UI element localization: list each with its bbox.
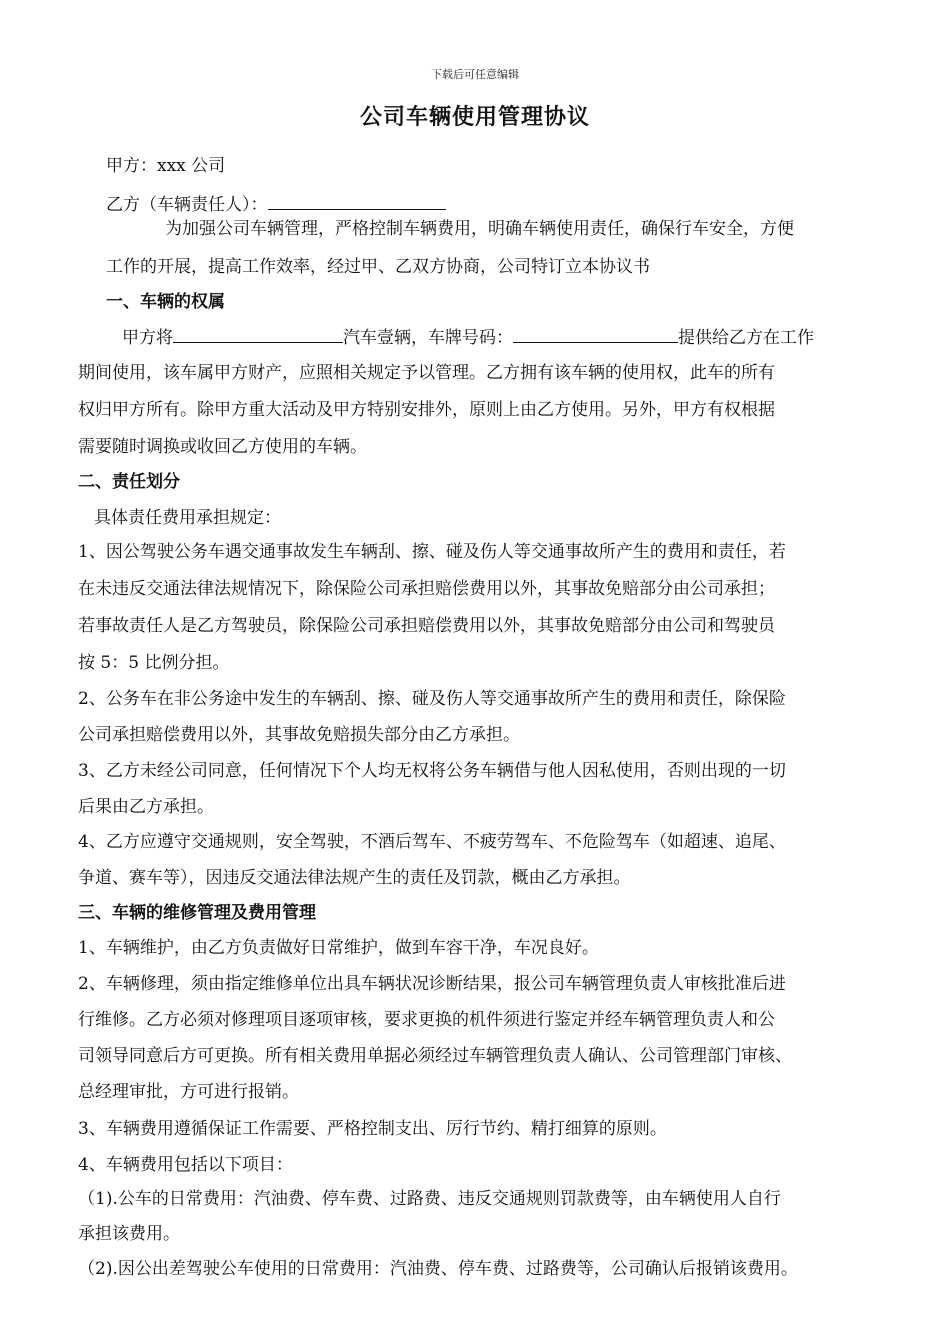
section-heading: 三、车辆的维修管理及费用管理: [78, 903, 316, 923]
body-line: 公司承担赔偿费用以外，其事故免赔损失部分由乙方承担。: [78, 725, 520, 745]
document-title: 公司车辆使用管理协议: [359, 105, 590, 130]
body-line: 总经理审批，方可进行报销。: [78, 1082, 299, 1102]
body-line: 1、车辆维护，由乙方负责做好日常维护，做到车容干净，车况良好。: [78, 938, 599, 958]
body-line: 按 5：5 比例分担。: [78, 653, 230, 673]
body-line: 行维修。乙方必须对修理项目逐项审核，要求更换的机件须进行鉴定并经车辆管理负责人和公: [78, 1010, 775, 1030]
s1-text: 提供给乙方在工作: [678, 328, 814, 348]
body-line: 2、公务车在非公务途中发生的车辆刮、擦、碰及伤人等交通事故所产生的费用和责任，除保险: [78, 689, 786, 709]
intro-line: 为加强公司车辆管理，严格控制车辆费用，明确车辆使用责任，确保行车安全，方便: [165, 219, 794, 239]
section-heading: 一、车辆的权属: [106, 292, 225, 312]
body-line: 3、乙方未经公司同意，任何情况下个人均无权将公务车辆借与他人因私使用，否则出现的一切: [78, 761, 786, 781]
body-line: 若事故责任人是乙方驾驶员，除保险公司承担赔偿费用以外，其事故免赔部分由公司和驾驶员: [78, 616, 775, 636]
body-line: 具体责任费用承担规定：: [94, 508, 281, 528]
body-line: 后果由乙方承担。: [78, 797, 214, 817]
body-line: 期间使用，该车属甲方财产，应照相关规定予以管理。乙方拥有该车辆的使用权，此车的所有: [78, 363, 775, 383]
party-b-line: [106, 191, 446, 217]
header-note: 下载后可任意编辑: [431, 68, 519, 81]
party-a: 甲方：xxx 公司: [106, 156, 226, 176]
body-line: 3、车辆费用遵循保证工作需要、严格控制支出、厉行节约、精打细算的原则。: [78, 1119, 667, 1139]
party-b-label: 乙方（车辆责任人）：: [106, 195, 268, 215]
body-line: （1).公车的日常费用：汽油费、停车费、过路费、违反交通规则罚款费等，由车辆使用人自行: [78, 1189, 781, 1209]
body-line: 争道、赛车等），因违反交通法律法规产生的责任及罚款，概由乙方承担。: [78, 868, 631, 888]
section-heading: 二、责任划分: [78, 472, 180, 492]
s1-text: 甲方将: [122, 328, 173, 348]
body-line: 承担该费用。: [78, 1224, 180, 1244]
body-line: 需要随时调换或收回乙方使用的车辆。: [78, 437, 367, 457]
body-line: 司领导同意后方可更换。所有相关费用单据必须经过车辆管理负责人确认、公司管理部门审核、: [78, 1046, 792, 1066]
vehicle-blank: [173, 324, 343, 343]
body-line: 1、因公驾驶公务车遇交通事故发生车辆刮、擦、碰及伤人等交通事故所产生的费用和责任，若: [78, 542, 786, 562]
body-line: 权归甲方所有。除甲方重大活动及甲方特别安排外，原则上由乙方使用。另外，甲方有权根据: [78, 400, 775, 420]
plate-blank: [513, 324, 678, 343]
body-line: 2、车辆修理，须由指定维修单位出具车辆状况诊断结果，报公司车辆管理负责人审核批准后进: [78, 974, 786, 994]
body-line: 4、车辆费用包括以下项目：: [78, 1155, 293, 1175]
body-line: 4、乙方应遵守交通规则，安全驾驶，不酒后驾车、不疲劳驾车、不危险驾车（如超速、追尾、: [78, 832, 786, 852]
intro-line: 工作的开展，提高工作效率，经过甲、乙双方协商，公司特订立本协议书: [106, 257, 650, 277]
body-line: （2).因公出差驾驶公车使用的日常费用：汽油费、停车费、过路费等，公司确认后报销该费用。: [78, 1259, 798, 1279]
s1-first-line: [122, 324, 814, 350]
body-line: 在未违反交通法律法规情况下，除保险公司承担赔偿费用以外，其事故免赔部分由公司承担；: [78, 579, 775, 599]
party-b-blank: [268, 191, 446, 210]
s1-text: 汽车壹辆，车牌号码：: [343, 328, 513, 348]
